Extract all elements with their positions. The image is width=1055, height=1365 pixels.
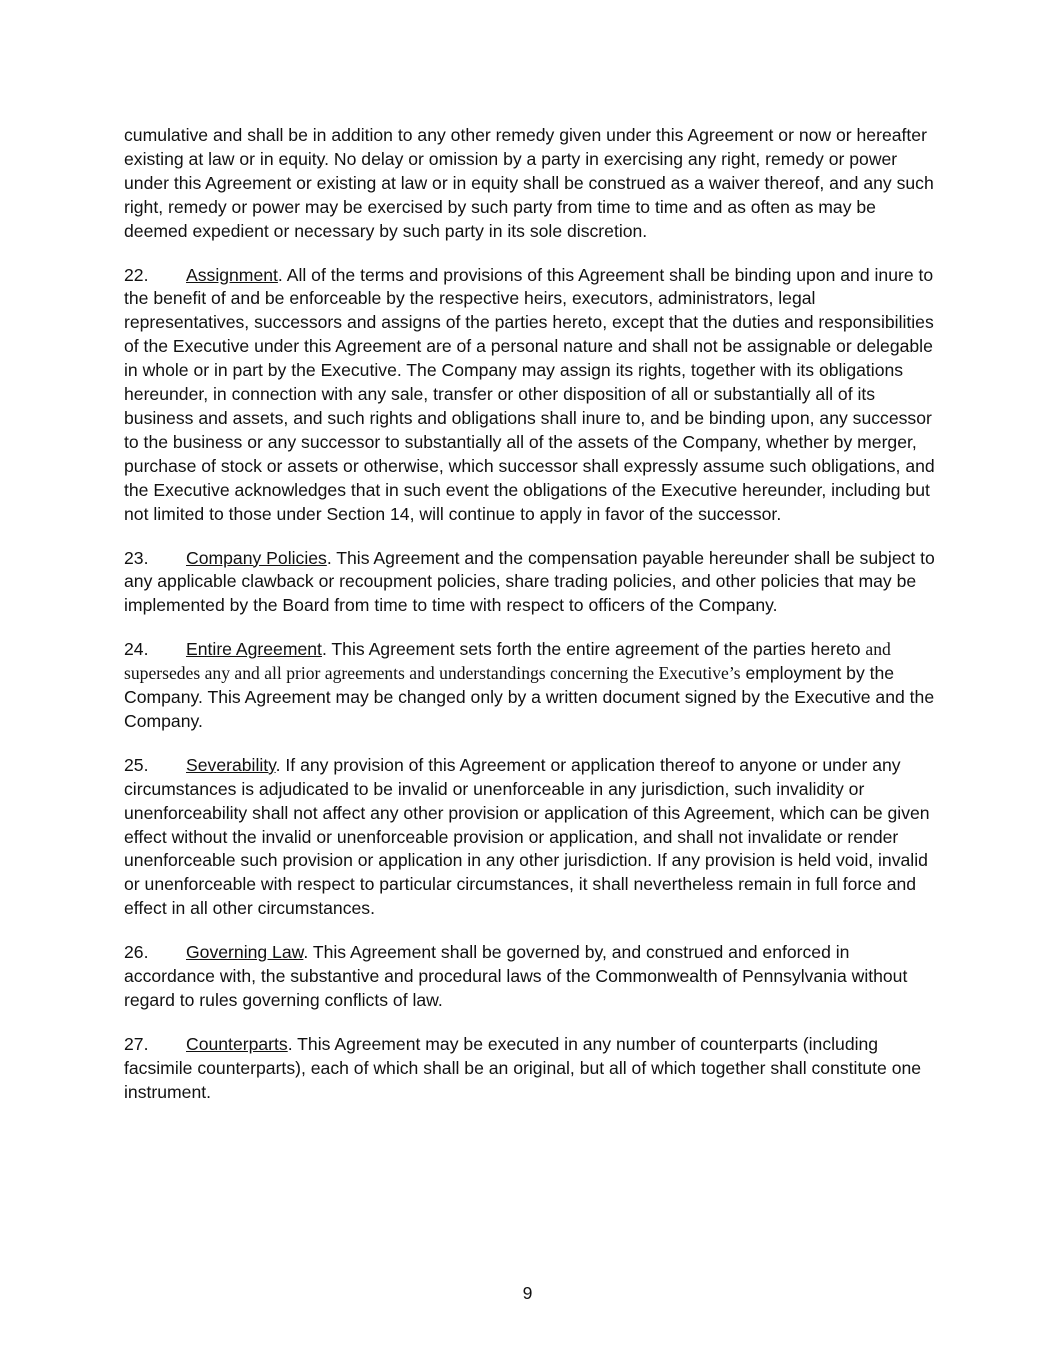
section-24-entire-agreement bbox=[124, 638, 936, 734]
section-number: 22. bbox=[124, 264, 149, 285]
section-heading: Counterparts bbox=[186, 1033, 288, 1054]
section-22-assignment bbox=[124, 264, 936, 527]
page-number: 9 bbox=[522, 1283, 533, 1303]
section-heading: Entire Agreement bbox=[186, 639, 322, 660]
section-text: . This Agreement shall be governed by, and construed and enforced in accordance with, the substantive and procedural laws of the Commonwealth of Pennsylvania without regard to rules governing conflicts of law. bbox=[124, 942, 908, 1010]
section-number: 25. bbox=[124, 754, 149, 775]
section-text: . This Agreement may be executed in any number of counterparts (including facsimile counterparts), each of which shall be an original, but all of which together shall constitute one instrument. bbox=[124, 1033, 922, 1102]
section-text: . All of the terms and provisions of this Agreement shall be binding upon and inure to the benefit of and be enforceable by the respective heirs, executors, administrators, legal representatives, successors and assigns of the parties hereto, except that the duties and responsibilities of the Executive under this Agreement are of a personal nature and shall not be assignable or delegable in whole or in part by the Executive. The Company may assign its rights, together with its obligations hereunder, in connection with any sale, transfer or other disposition of all or substantially all of its business and assets, and such rights and obligations shall inure to, and be binding upon, any successor to the business or any successor to substantially all of the assets of the Company, whether by merger, purchase of stock or assets or otherwise, which successor shall expressly assume such obligations, and the Executive acknowledges that in such event the obligations of the Executive hereunder, including but not limited to those under Section 14, will continue to apply in favor of the successor. bbox=[124, 264, 935, 524]
section-text-continued: employment by the Company. This Agreement may be changed only by a written document signed by the Executive and the Company. bbox=[124, 663, 935, 731]
section-text: . If any provision of this Agreement or application thereof to anyone or under any circumstances is adjudicated to be invalid or unenforceable in any jurisdiction, such invalidity or unenforceability shall not affect any other provision or application of this Agreement, which can be given effect without the invalid or unenforceable provision or application, and shall not invalidate or render unenforceable such provision or application in any other jurisdiction. If any provision is held void, invalid or unenforceable with respect to particular circumstances, it shall nevertheless remain in full force and effect in all other circumstances. bbox=[124, 754, 930, 919]
section-heading: Company Policies bbox=[186, 547, 327, 568]
section-23-company-policies bbox=[124, 547, 936, 619]
section-heading: Governing Law bbox=[186, 942, 304, 963]
document-body bbox=[124, 124, 936, 1125]
section-number: 27. bbox=[124, 1033, 149, 1054]
section-26-governing-law bbox=[124, 941, 936, 1013]
section-text: . This Agreement sets forth the entire agreement of the parties hereto bbox=[321, 639, 866, 660]
section-25-severability bbox=[124, 754, 936, 921]
section-heading: Assignment bbox=[186, 264, 278, 285]
opening-paragraph: cumulative and shall be in addition to any other remedy given under this Agreement or now or hereafter existing at law or in equity. No delay or omission by a party in exercising any right, remedy or power under this Agreement or existing at law or in equity shall be construed as a waiver thereof, and any such right, remedy or power may be exercised by such party from time to time and as often as may be deemed expedient or necessary by such party in its sole discretion. bbox=[124, 125, 934, 241]
section-27-counterparts bbox=[124, 1033, 936, 1105]
section-number: 23. bbox=[124, 547, 149, 568]
section-text: . This Agreement and the compensation payable hereunder shall be subject to any applicable clawback or recoupment policies, share trading policies, and other policies that may be implemented by the Board from time to time with respect to officers of the Company. bbox=[124, 547, 935, 616]
section-heading: Severability bbox=[186, 754, 276, 775]
section-number: 26. bbox=[124, 942, 149, 963]
section-number: 24. bbox=[124, 639, 149, 660]
section-text-serif-line: and supersedes any and all prior agreements and understandings concerning the Executive’s bbox=[124, 639, 891, 684]
